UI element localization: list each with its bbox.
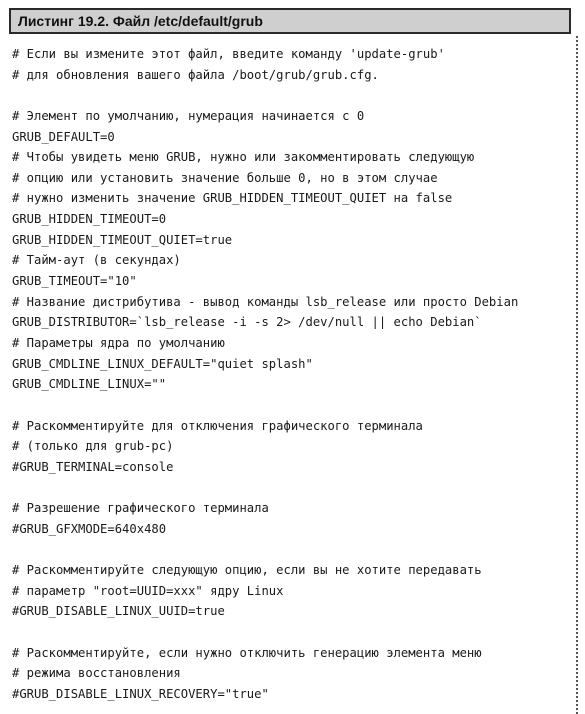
code-line: GRUB_CMDLINE_LINUX_DEFAULT="quiet splash" bbox=[12, 356, 313, 371]
code-block bbox=[12, 44, 518, 705]
code-line: GRUB_DISTRIBUTOR=`lsb_release -i -s 2> /dev/null || echo Debian` bbox=[12, 315, 482, 330]
code-line bbox=[12, 622, 518, 643]
code-line: GRUB_DEFAULT=0 bbox=[12, 129, 115, 144]
code-line: # для обновления вашего файла /boot/grub/grub.cfg. bbox=[12, 67, 379, 82]
code-line: #GRUB_DISABLE_LINUX_RECOVERY="true" bbox=[12, 686, 269, 701]
code-line bbox=[12, 395, 518, 416]
code-line: # опцию или установить значение больше 0, но в этом случае bbox=[12, 170, 438, 185]
code-line: # параметр "root=UUID=xxx" ядру Linux bbox=[12, 583, 284, 598]
code-line: # Если вы измените этот файл, введите команду 'update-grub' bbox=[12, 47, 445, 61]
code-line: # Раскомментируйте следующую опцию, если вы не хотите передавать bbox=[12, 563, 482, 578]
code-line: # Элемент по умолчанию, нумерация начинается с 0 bbox=[12, 108, 365, 123]
code-line: # Тайм-аут (в секундах) bbox=[12, 253, 181, 268]
code-line: GRUB_HIDDEN_TIMEOUT=0 bbox=[12, 212, 167, 227]
code-line: #GRUB_TERMINAL=console bbox=[12, 459, 174, 474]
code-line: # Разрешение графического терминала bbox=[12, 501, 269, 516]
dotted-right-border bbox=[576, 36, 578, 714]
code-line: # нужно изменить значение GRUB_HIDDEN_TIMEOUT_QUIET на false bbox=[12, 191, 453, 206]
code-line: # Чтобы увидеть меню GRUB, нужно или закомментировать следующую bbox=[12, 150, 475, 165]
code-line: # режима восстановления bbox=[12, 666, 181, 681]
code-line: # Раскомментируйте, если нужно отключить генерацию элемента меню bbox=[12, 645, 482, 660]
code-line: #GRUB_DISABLE_LINUX_UUID=true bbox=[12, 604, 225, 619]
code-line: # (только для grub-pc) bbox=[12, 439, 174, 454]
code-line: # Раскомментируйте для отключения графического терминала bbox=[12, 418, 423, 433]
code-line: GRUB_HIDDEN_TIMEOUT_QUIET=true bbox=[12, 232, 233, 247]
code-line: GRUB_TIMEOUT="10" bbox=[12, 274, 137, 289]
code-line: GRUB_CMDLINE_LINUX="" bbox=[12, 377, 167, 392]
code-line: # Название дистрибутива - вывод команды lsb_release или просто Debian bbox=[12, 294, 519, 309]
code-line bbox=[12, 477, 518, 498]
code-line: #GRUB_GFXMODE=640x480 bbox=[12, 521, 167, 536]
code-line: # Параметры ядра по умолчанию bbox=[12, 335, 225, 350]
listing-title: Листинг 19.2. Файл /etc/default/grub bbox=[9, 8, 571, 34]
code-line bbox=[12, 85, 518, 106]
code-line bbox=[12, 539, 518, 560]
